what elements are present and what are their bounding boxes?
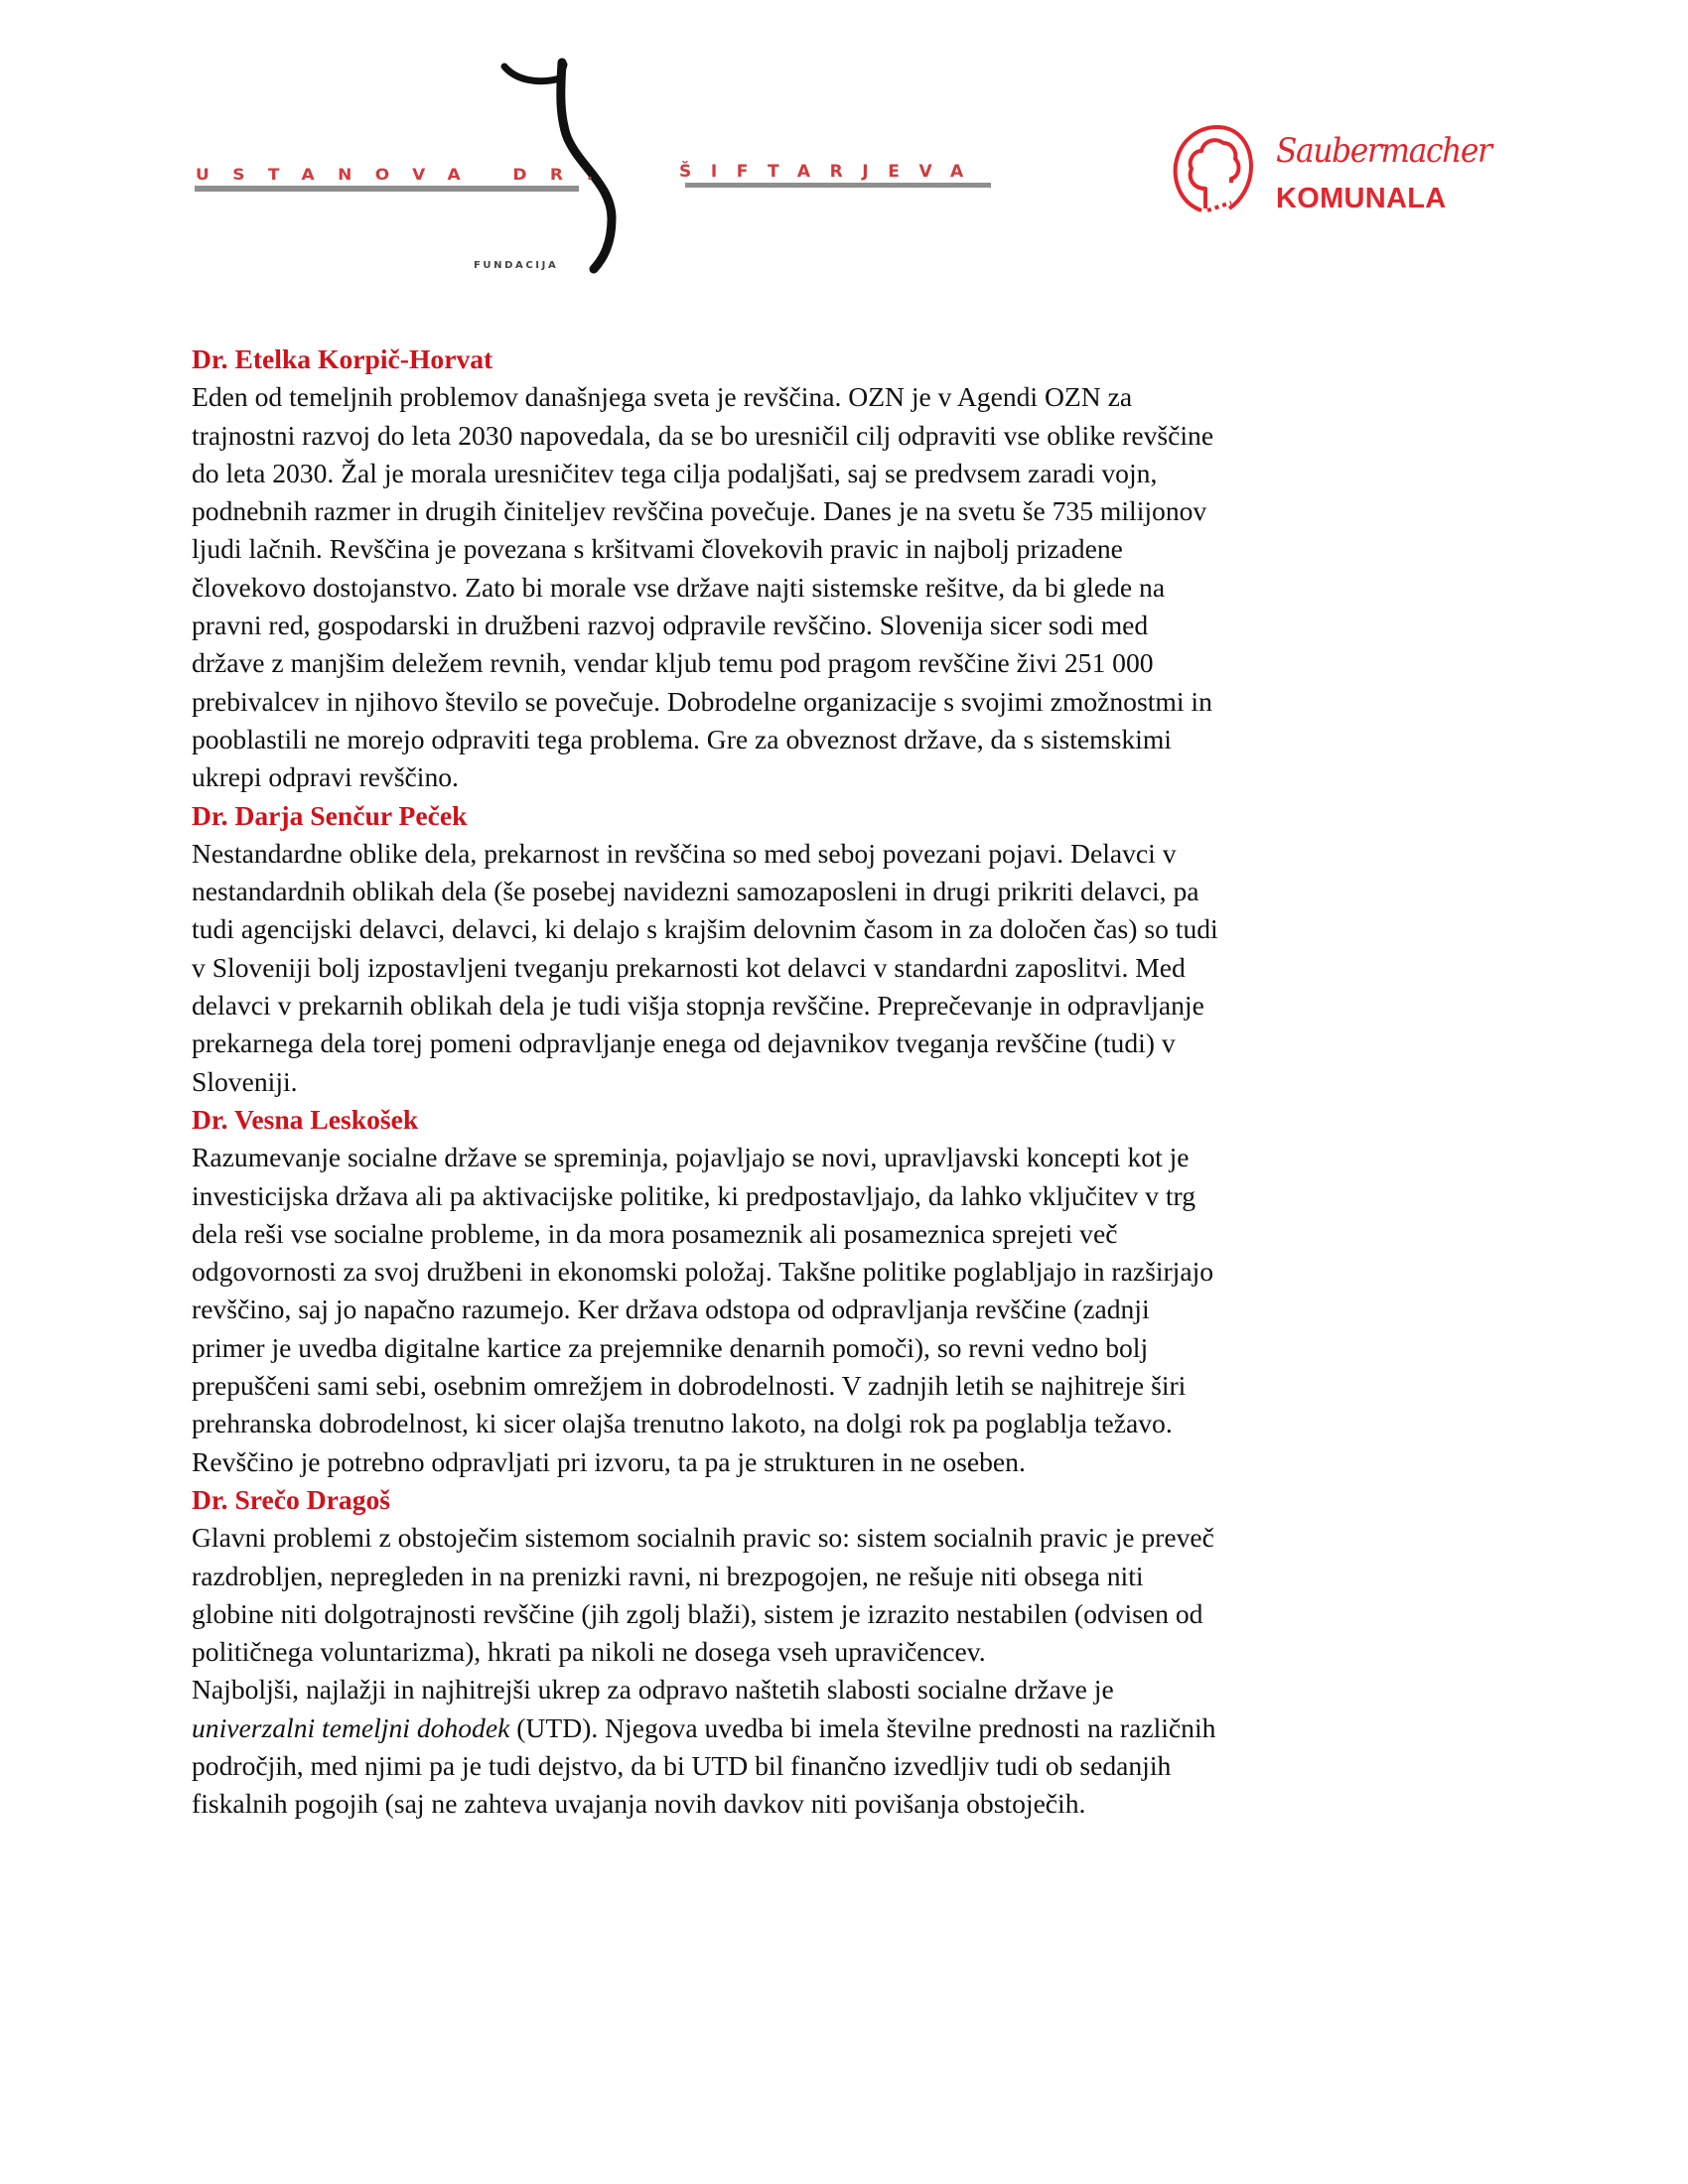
paragraph-line: Razumevanje socialne države se spreminja, pojavljajo se novi, upravljavski koncepti kot je (192, 1142, 1190, 1173)
paragraph-line: fiskalnih pogojih (saj ne zahteva uvajanja novih davkov niti povišanja obstoječih. (192, 1788, 1086, 1820)
section-korpic-horvat (192, 341, 1482, 797)
paragraph-line: ukrepi odpravi revščino. (192, 761, 459, 793)
paragraph-line: prekarnega dela torej pomeni odpravljanje enega od dejavnikov tveganja revščine (tudi) v (192, 1027, 1176, 1059)
paragraph-line: do leta 2030. Žal je morala uresničitev tega cilja podaljšati, saj se predvsem zaradi vojn, (192, 457, 1158, 488)
paragraph-line: države z manjšim deležem revnih, vendar kljub temu pod pragom revščine živi 251 000 (192, 647, 1154, 679)
saubermacher-wordmark: Saubermacher (1276, 131, 1491, 171)
saubermacher-logo (1172, 123, 1509, 222)
author-heading: Dr. Srečo Dragoš (192, 1483, 391, 1515)
paragraph-line: političnega voluntarizma), hkrati pa nikoli ne dosega vseh upravičencev. (192, 1636, 986, 1668)
paragraph-line: področjih, med njimi pa je tudi dejstvo, da bi UTD bil finančno izvedljiv tudi ob sedanjih (192, 1749, 1172, 1781)
paragraph-line: Najboljši, najlažji in najhitrejši ukrep za odpravo naštetih slabosti socialne države je (192, 1674, 1114, 1706)
komunala-wordmark: KOMUNALA (1276, 183, 1447, 214)
paragraph-line: prebivalcev in njihovo število se povečuje. Dobrodelne organizacije s svojimi zmožnostmi in (192, 685, 1212, 717)
siftarjeva-name-text: ŠIFTARJEVA (679, 162, 983, 182)
paragraph-line: Nestandardne oblike dela, prekarnost in revščina so med seboj povezani pojavi. Delavci v (192, 837, 1177, 869)
paragraph-line: podnebnih razmer in drugih činiteljev revščina povečuje. Danes je na svetu še 735 milijonov (192, 495, 1207, 527)
italic-term: univerzalni temeljni dohodek (192, 1711, 510, 1743)
paragraph-line: človekovo dostojanstvo. Zato bi morale vse države najti sistemske rešitve, da bi glede na (192, 571, 1166, 603)
paragraph-line: globine niti dolgotrajnosti revščine (jih zgolj blaži), sistem je izrazito nestabilen (odvisen od (192, 1597, 1203, 1629)
ustanova-name-text: USTANOVA DR. (196, 165, 617, 185)
fundacija-label: FUNDACIJA (474, 260, 559, 271)
paragraph-line: delavci v prekarnih oblikah dela je tudi višja stopnja revščine. Preprečevanje in odpravljanje (192, 990, 1204, 1022)
paragraph-line: primer je uvedba digitalne kartice za prejemnike denarnih pomoči), so revni vedno bolj (192, 1331, 1149, 1363)
paragraph-line: Eden od temeljnih problemov današnjega sveta je revščina. OZN je v Agendi OZN za (192, 381, 1133, 413)
tree-in-circle-icon (1172, 123, 1255, 218)
author-heading: Dr. Darja Senčur Peček (192, 799, 468, 831)
paragraph-line: trajnostni razvoj do leta 2030 napovedala, da se bo uresničil cilj odpraviti vse oblike revščine (192, 419, 1214, 451)
section-leskosek (192, 1101, 1482, 1481)
paragraph-line: prepuščeni sami sebi, osebnim omrežjem in dobrodelnosti. V zadnjih letih se najhitreje širi (192, 1370, 1187, 1402)
paragraph-line: odgovornosti za svoj družbeni in ekonomski položaj. Takšne politike poglabljajo in razširjajo (192, 1256, 1214, 1288)
paragraph-line (192, 1709, 1482, 1747)
paragraph-line: nestandardnih oblikah dela (še posebej navidezni samozaposleni in drugi prikriti delavci, pa (192, 876, 1199, 907)
section-sencur-pecek (192, 797, 1482, 1101)
paragraph-line: investicijska država ali pa aktivacijske politike, ki predpostavljajo, da lahko vključitev v trg (192, 1179, 1196, 1211)
ustanova-underline-bar (195, 186, 579, 192)
paragraph-line: prehranska dobrodelnost, ki sicer olajša trenutno lakoto, na dolgi rok pa poglablja težavo. (192, 1408, 1173, 1439)
paragraph-line: ljudi lačnih. Revščina je povezana s kršitvami človekovih pravic in najbolj prizadene (192, 533, 1123, 565)
siftarjeva-underline-bar (685, 183, 991, 188)
paragraph-line: dela reši vse socialne probleme, in da mora posameznik ali posameznica sprejeti več (192, 1217, 1118, 1249)
document-body (192, 341, 1482, 1824)
ustanova-logo (0, 0, 1043, 298)
paragraph-line: pravni red, gospodarski in družbeni razvoj odpravile revščino. Slovenija sicer sodi med (192, 610, 1149, 641)
author-heading: Dr. Vesna Leskošek (192, 1103, 419, 1135)
paragraph-line: Glavni problemi z obstoječim sistemom socialnih pravic so: sistem socialnih pravic je preveč (192, 1522, 1214, 1554)
line-rest: (UTD). Njegova uvedba bi imela številne prednosti na različnih (509, 1711, 1216, 1743)
paragraph-line: Sloveniji. (192, 1065, 298, 1097)
author-heading: Dr. Etelka Korpič-Horvat (192, 343, 493, 374)
paragraph-line: tudi agencijski delavci, delavci, ki delajo s krajšim delovnim časom in za določen čas) so tudi (192, 913, 1218, 945)
paragraph-line: Revščino je potrebno odpravljati pri izvoru, ta pa je strukturen in ne oseben. (192, 1445, 1026, 1477)
section-dragos (192, 1481, 1482, 1824)
paragraph-line: revščino, saj jo napačno razumejo. Ker država odstopa od odpravljanja revščine (zadnji (192, 1294, 1150, 1325)
paragraph-line: v Sloveniji bolj izpostavljeni tveganju prekarnosti kot delavci v standardni zaposlitvi. Med (192, 951, 1186, 983)
paragraph-line: razdrobljen, nepregleden in na prenizki ravni, ni brezpogojen, ne rešuje niti obsega niti (192, 1560, 1144, 1591)
paragraph-line: pooblastili ne morejo odpraviti tega problema. Gre za obveznost države, da s sistemskimi (192, 723, 1172, 754)
